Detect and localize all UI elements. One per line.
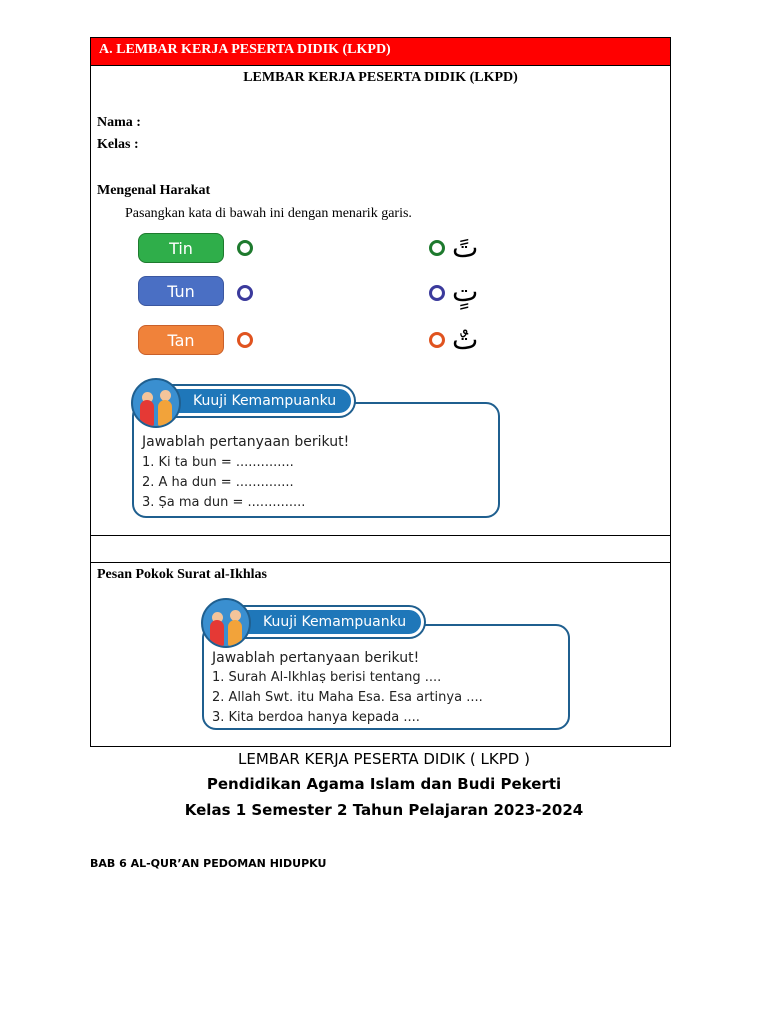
class-label: Kelas : xyxy=(97,137,139,152)
table-divider xyxy=(91,562,670,563)
arabic-letter-tanwin-fathah: تً xyxy=(452,231,479,264)
match-dot-right-3[interactable] xyxy=(429,332,445,348)
quiz-prompt: Jawablah pertanyaan berikut! xyxy=(142,434,350,450)
table-divider xyxy=(91,535,670,536)
match-dot-left-1[interactable] xyxy=(237,240,253,256)
quiz-question: 2. A ha dun = .............. xyxy=(142,475,294,490)
section-header xyxy=(91,38,670,66)
footer-class: Kelas 1 Semester 2 Tahun Pelajaran 2023-2024 xyxy=(184,801,584,819)
quiz-question: 3. Kita berdoa hanya kepada .... xyxy=(212,710,420,725)
quiz-question: 1. Surah Al-Ikhlaṣ berisi tentang .... xyxy=(212,670,442,685)
quiz-card-tag: Kuuji Kemampuanku xyxy=(216,607,424,637)
word-pill-tin: Tin xyxy=(138,233,224,263)
quiz-card-tag: Kuuji Kemampuanku xyxy=(146,386,354,416)
section-title: A. LEMBAR KERJA PESERTA DIDIK (LKPD) xyxy=(99,42,391,57)
quiz-card-1 xyxy=(132,402,500,518)
quiz-card-2 xyxy=(202,624,570,730)
students-avatar-icon xyxy=(201,598,251,648)
quiz-question: 1. Ki ta bun = .............. xyxy=(142,455,294,470)
word-pill-tun: Tun xyxy=(138,276,224,306)
match-dot-left-2[interactable] xyxy=(237,285,253,301)
topic-heading: Mengenal Harakat xyxy=(97,183,211,198)
chapter-title: BAB 6 AL-QUR’AN PEDOMAN HIDUPKU xyxy=(90,857,327,870)
footer-title: LEMBAR KERJA PESERTA DIDIK ( LKPD ) xyxy=(238,750,530,768)
quiz-question: 3. Ṣa ma dun = .............. xyxy=(142,495,306,510)
match-dot-left-3[interactable] xyxy=(237,332,253,348)
arabic-letter-tanwin-kasrah: تٍ xyxy=(452,275,479,308)
word-pill-tan: Tan xyxy=(138,325,224,355)
lkpd-table xyxy=(90,37,671,747)
lkpd-title: LEMBAR KERJA PESERTA DIDIK (LKPD) xyxy=(243,70,518,85)
quiz-prompt: Jawablah pertanyaan berikut! xyxy=(212,650,420,666)
students-avatar-icon xyxy=(131,378,181,428)
footer-subject: Pendidikan Agama Islam dan Budi Pekerti xyxy=(206,775,562,793)
name-label: Nama : xyxy=(97,115,141,130)
arabic-letter-tanwin-dammah: تٌ xyxy=(452,323,479,356)
section2-title: Pesan Pokok Surat al-Ikhlas xyxy=(97,567,267,582)
match-dot-right-2[interactable] xyxy=(429,285,445,301)
quiz-question: 2. Allah Swt. itu Maha Esa. Esa artinya .... xyxy=(212,690,483,705)
instruction-text: Pasangkan kata di bawah ini dengan menarik garis. xyxy=(125,206,412,221)
match-dot-right-1[interactable] xyxy=(429,240,445,256)
